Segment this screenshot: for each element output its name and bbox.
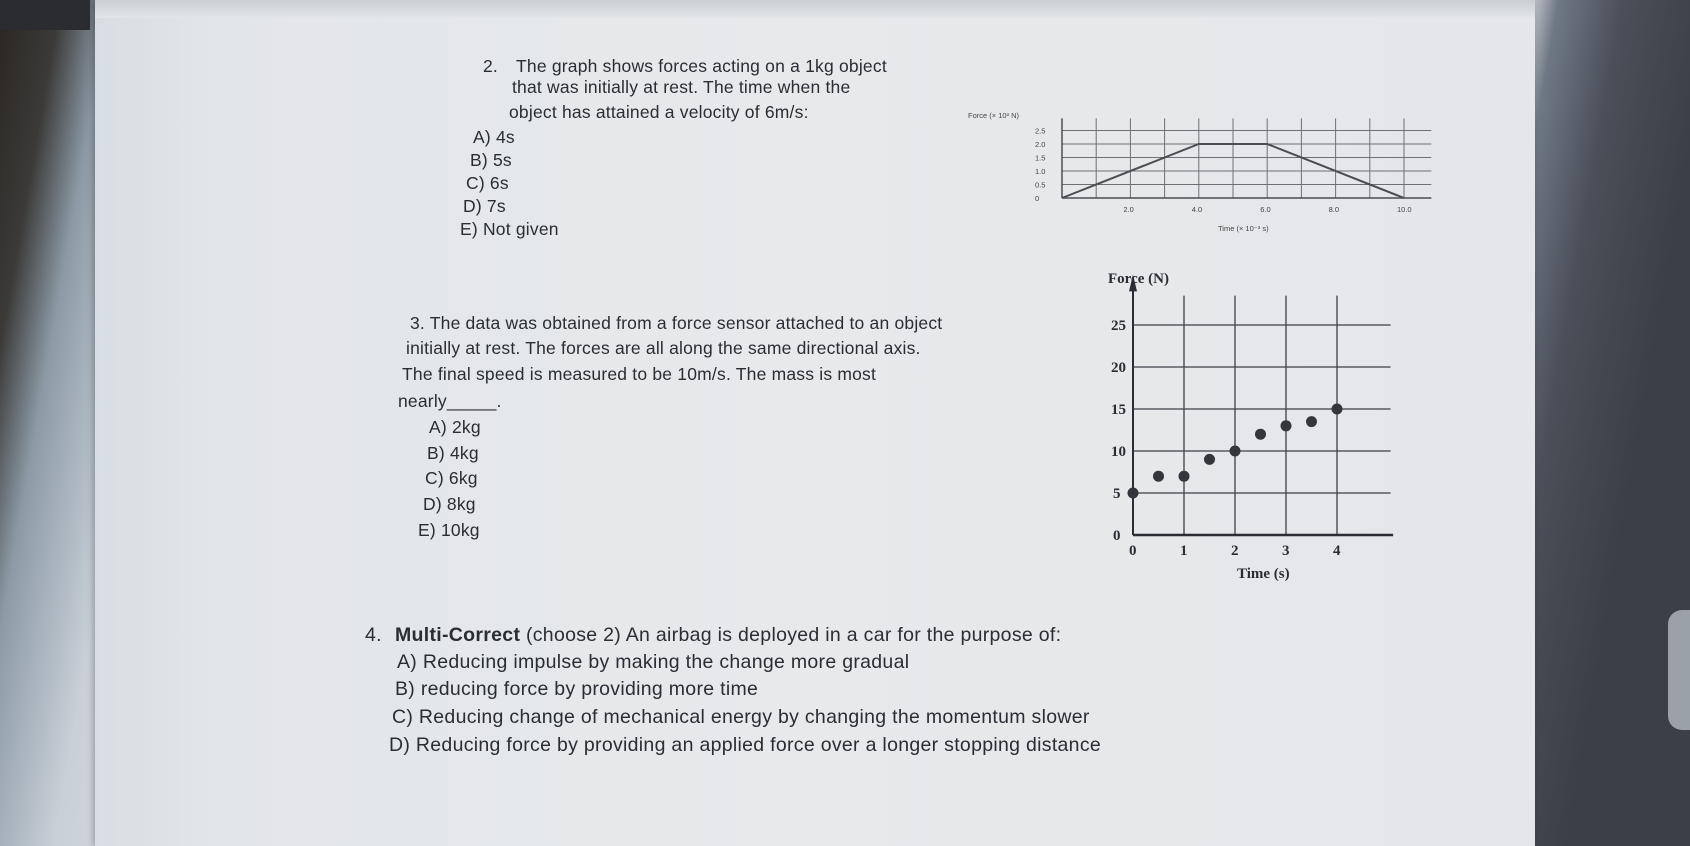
graph-1-ytick-label: 2.0 <box>1035 140 1046 149</box>
graph-2-data-point <box>1281 420 1292 431</box>
question-3-stem-line: nearly_____. <box>398 391 502 411</box>
graph-2-ytick-label: 10 <box>1111 444 1126 460</box>
question-4-choice: A) Reducing impulse by making the change more gradual <box>397 651 910 673</box>
graph-1-xtick-label: 4.0 <box>1191 205 1203 214</box>
question-3-stem-line: 3. The data was obtained from a force sensor attached to an object <box>410 313 943 333</box>
question-4-bold-label: Multi-Correct <box>395 624 521 646</box>
graph-1-ytick-label: 0 <box>1035 194 1040 203</box>
question-4-number: 4. <box>365 624 382 646</box>
graph-1-xtick-label: 6.0 <box>1260 205 1271 214</box>
question-3-choice: B) 4kg <box>427 443 479 463</box>
graph-2-data-point <box>1204 454 1215 465</box>
question-3-stem-line: The final speed is measured to be 10m/s. The mass is most <box>402 364 877 384</box>
question-4-choice: B) reducing force by providing more time <box>395 678 759 700</box>
graph-2-data-point <box>1332 404 1343 415</box>
graph-1-ylabel: Force (× 10³ N) <box>968 111 1020 120</box>
graph-1-ytick-label: 2.5 <box>1035 126 1046 136</box>
graph-2-data-point <box>1306 416 1317 427</box>
graph-2-xtick-label: 3 <box>1282 543 1290 559</box>
graph-2-ytick-label: 20 <box>1111 360 1126 376</box>
graph-2-xlabel: Time (s) <box>1237 566 1290 582</box>
question-3-stem-line: initially at rest. The forces are all along the same directional axis. <box>406 338 921 358</box>
graph-2-data-point <box>1153 471 1164 482</box>
question-2-choice: E) Not given <box>460 219 559 239</box>
graph-2-ylabel: Force (N) <box>1108 271 1169 287</box>
question-2-choice: C) 6s <box>466 173 509 193</box>
graph-1-ytick-label: 1.5 <box>1035 153 1046 163</box>
question-4-stem <box>395 624 1061 647</box>
graph-2-ytick-label: 15 <box>1111 402 1126 418</box>
question-3-choice: A) 2kg <box>429 417 481 437</box>
question-2-stem-line: that was initially at rest. The time when the <box>512 77 851 97</box>
graph-1-xtick-label: 2.0 <box>1123 205 1134 214</box>
graph-2-data-point <box>1128 488 1139 499</box>
graph-1-xlabel: Time (× 10⁻³ s) <box>1218 224 1269 233</box>
question-4-stem-rest: (choose 2) An airbag is deployed in a car for the purpose of: <box>520 624 1062 646</box>
question-2-choice: B) 5s <box>470 150 512 170</box>
question-2-number: 2. <box>483 56 498 76</box>
graph-2-data-point <box>1255 429 1266 440</box>
graph-2-ytick-label: 0 <box>1113 528 1121 544</box>
graph-2-xtick-label: 2 <box>1231 543 1239 559</box>
graph-1-ytick-label: 1.0 <box>1035 167 1046 176</box>
graph-2-ytick-label: 25 <box>1111 318 1126 334</box>
graph-1-ytick-label: 0.5 <box>1035 180 1046 190</box>
graph-1-xtick-label: 10.0 <box>1397 205 1412 214</box>
graph-2-data-point <box>1179 471 1190 482</box>
question-2-choice: D) 7s <box>463 196 506 216</box>
question-2-choice: A) 4s <box>473 127 515 147</box>
question-2-stem-line: object has attained a velocity of 6m/s: <box>509 102 809 122</box>
question-4-choice: D) Reducing force by providing an applied force over a longer stopping distance <box>389 734 1102 756</box>
question-3-choice: D) 8kg <box>423 494 476 514</box>
question-2-stem-line: The graph shows forces acting on a 1kg object <box>516 56 887 76</box>
question-3-choice: C) 6kg <box>425 468 478 488</box>
graph-2-ytick-label: 5 <box>1113 486 1121 502</box>
graph-2-xtick-label: 4 <box>1333 543 1341 559</box>
graph-2-xtick-label: 0 <box>1129 543 1137 559</box>
graph-2-data-point <box>1230 446 1241 457</box>
graph-2-xtick-label: 1 <box>1180 543 1188 559</box>
question-4-choice: C) Reducing change of mechanical energy by changing the momentum slower <box>392 706 1090 728</box>
question-3-choice: E) 10kg <box>418 520 480 540</box>
graph-1-xtick-label: 8.0 <box>1328 205 1340 214</box>
